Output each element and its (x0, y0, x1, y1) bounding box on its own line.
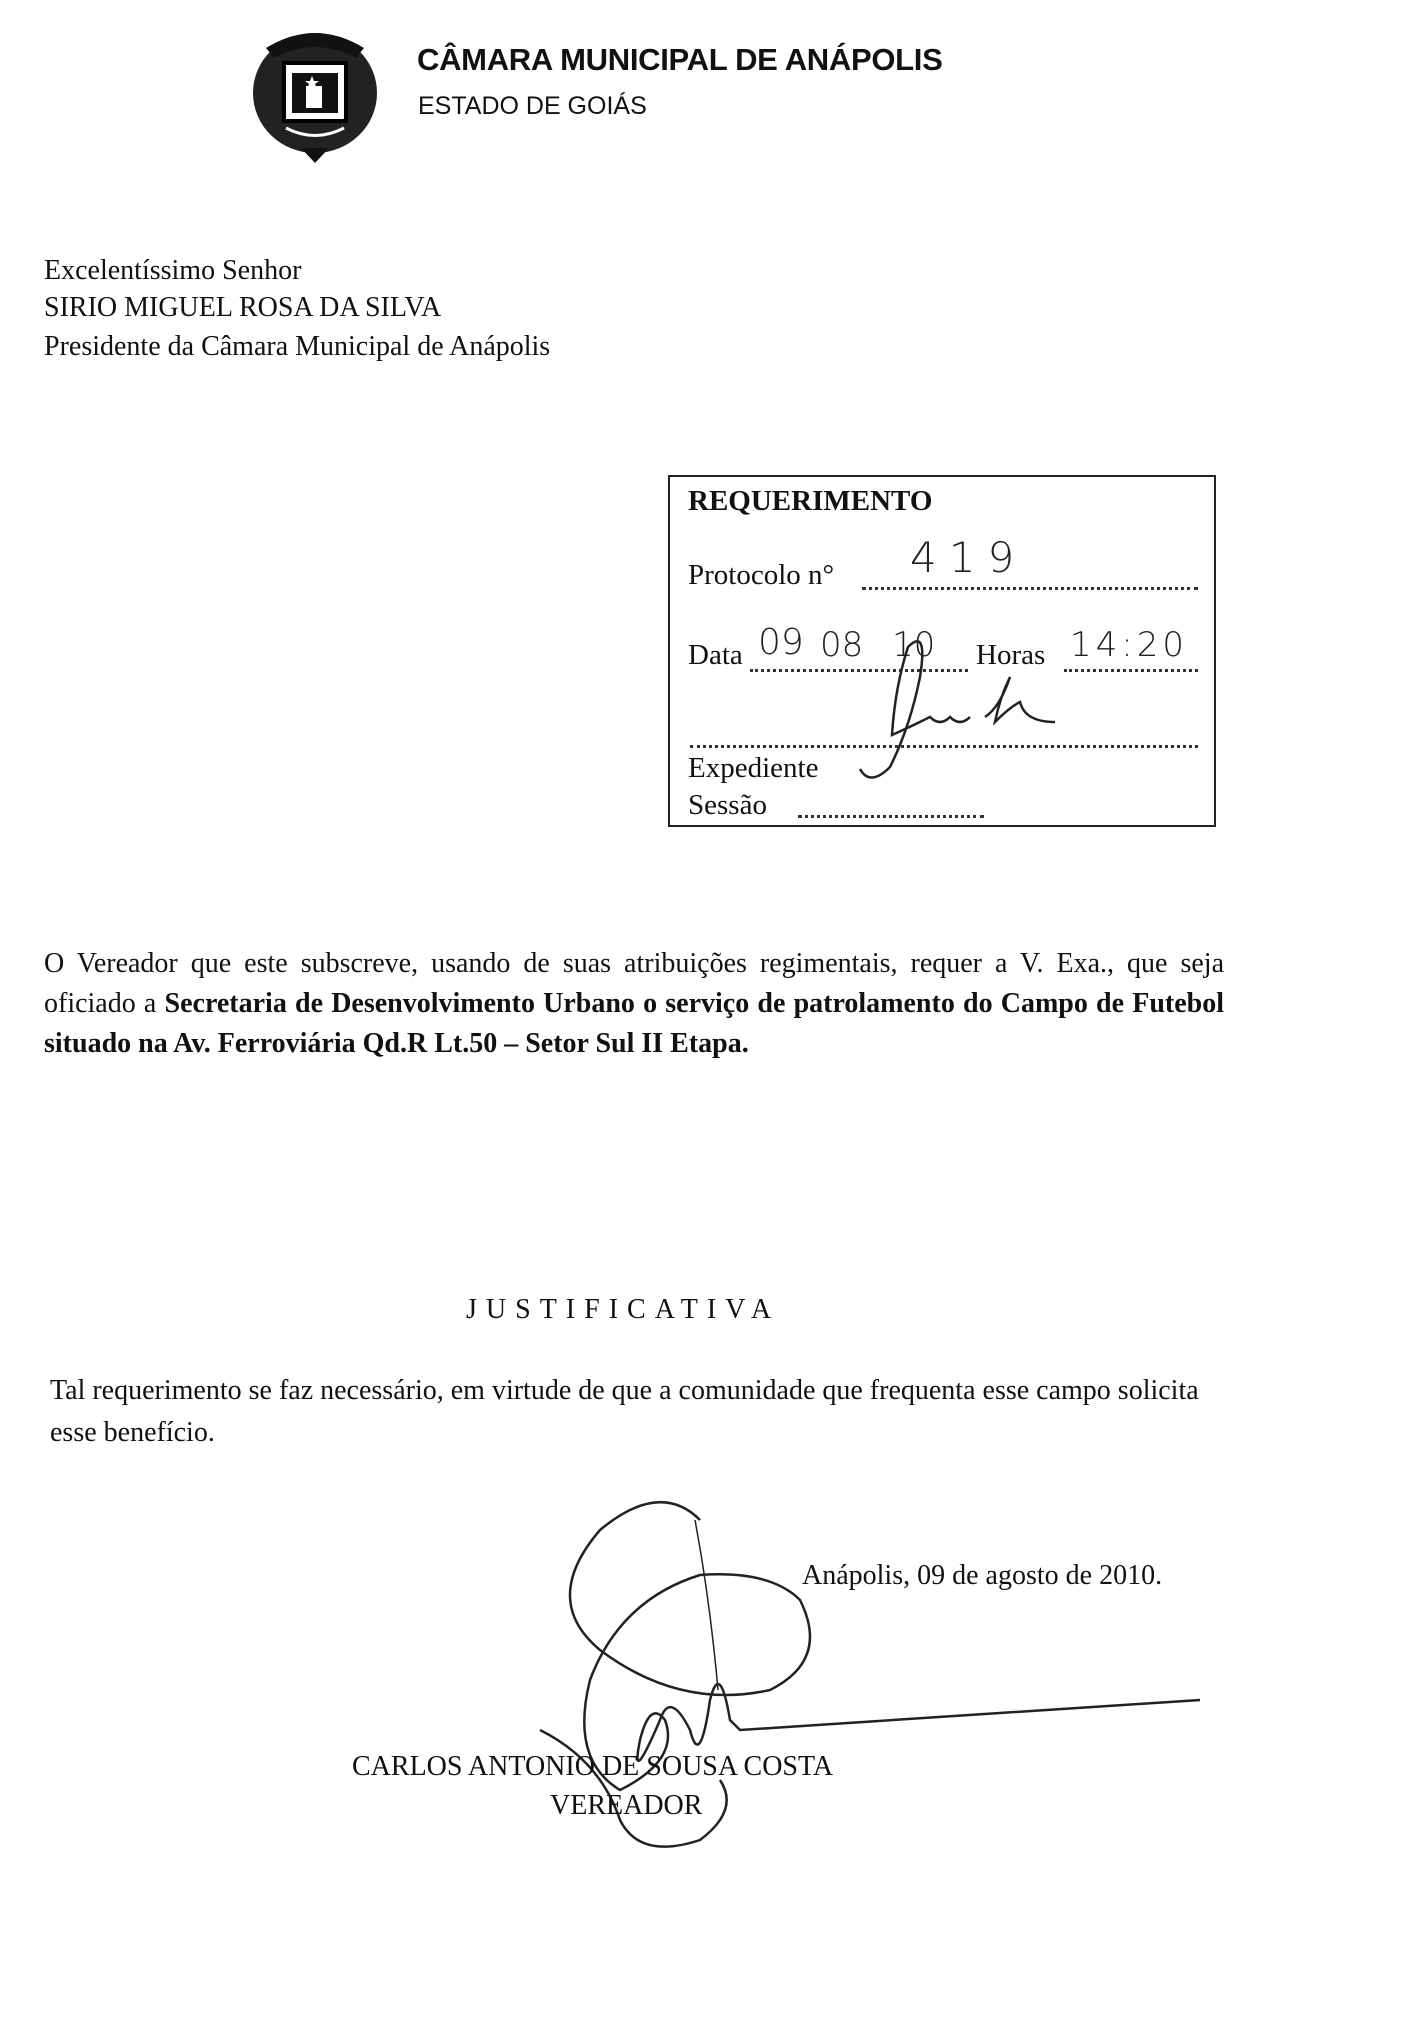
institution-subtitle: ESTADO DE GOIÁS (418, 92, 647, 120)
protocolo-value: 419 (910, 533, 1027, 582)
data-label: Data (688, 639, 743, 671)
coat-of-arms-logo (246, 18, 384, 163)
justification-text: Tal requerimento se faz necessário, em virtude de que a comunidade que frequenta esse campo solicita esse benefício. (50, 1375, 1199, 1448)
request-subject: Secretaria de Desenvolvimento Urbano o serviço de patrolamento do Campo de Futebol situado na Av. Ferroviária Qd.R Lt.50 – Setor Sul II Etapa. (44, 988, 1225, 1059)
data-month: 08 (820, 625, 864, 665)
expediente-label: Expediente (688, 752, 819, 784)
data-year: 10 (892, 625, 936, 665)
addressee-position: Presidente da Câmara Municipal de Anápolis (44, 331, 551, 362)
protocolo-label: Protocolo n° (688, 559, 835, 591)
justification-title: JUSTIFICATIVA (466, 1294, 781, 1325)
data-day: 09 (758, 622, 804, 663)
sessao-line (798, 815, 984, 818)
signer-role: VEREADOR (550, 1790, 703, 1821)
requerimento-stamp (668, 475, 1216, 827)
stamp-title: REQUERIMENTO (688, 485, 933, 517)
signer-name: CARLOS ANTONIO DE SOUSA COSTA (352, 1751, 834, 1782)
request-intro: O Vereador que este subscreve, usando de suas atribuições regimentais, requer a V. Exa., que seja oficiado a (44, 948, 1224, 1019)
addressee-name: SIRIO MIGUEL ROSA DA SILVA (44, 292, 442, 323)
horas-value: 14:20 (1070, 625, 1188, 665)
horas-label: Horas (976, 639, 1046, 671)
salutation: Excelentíssimo Senhor (44, 255, 302, 286)
sessao-label: Sessão (688, 789, 767, 821)
institution-title: CÂMARA MUNICIPAL DE ANÁPOLIS (417, 42, 943, 77)
place-date: Anápolis, 09 de agosto de 2010. (802, 1560, 1163, 1591)
request-paragraph (44, 944, 1224, 1064)
